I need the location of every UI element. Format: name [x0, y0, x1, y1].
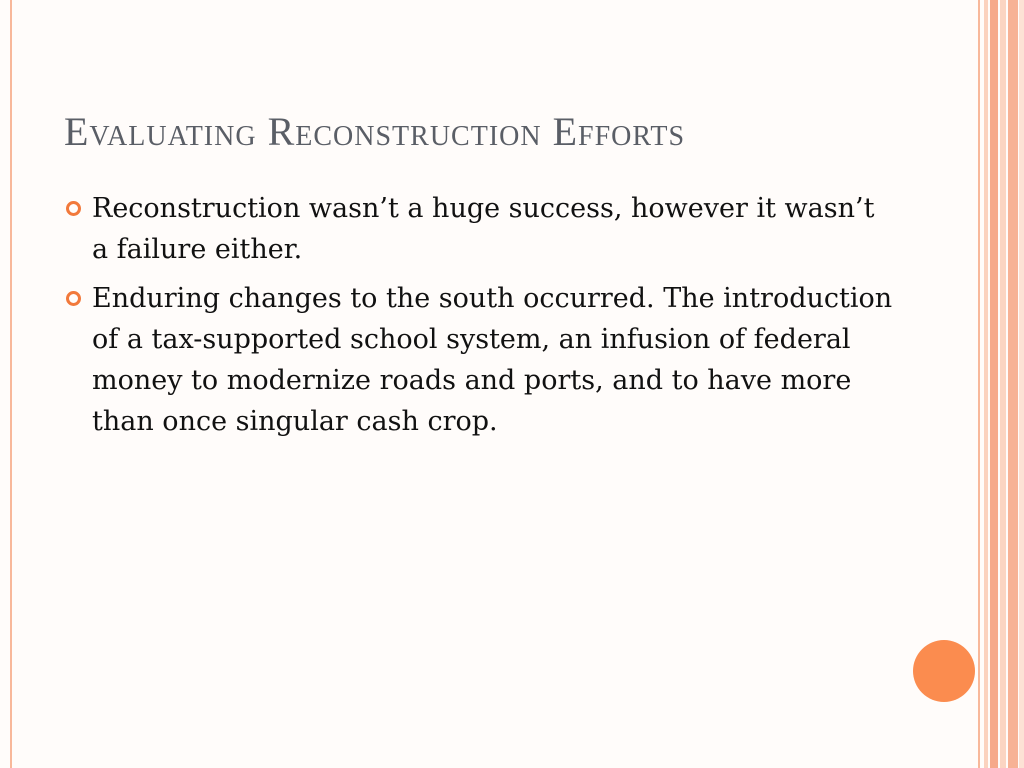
right-decorative-stripe: [990, 0, 998, 768]
slide-title: Evaluating Reconstruction Efforts: [64, 109, 686, 154]
left-decorative-stripe: [10, 0, 12, 768]
bullet-list: [66, 188, 896, 450]
bullet-text: Enduring changes to the south occurred. The introduction of a tax-supported school system, an infusion of federal money to modernize roads and ports, and to have more than once singular cash crop.: [92, 283, 893, 437]
ring-bullet-icon: [66, 291, 81, 306]
orange-circle-icon: [913, 640, 975, 702]
bullet-item: [66, 188, 896, 270]
right-decorative-stripe: [1000, 0, 1006, 768]
right-decorative-stripe: [984, 0, 988, 768]
right-decorative-stripe: [1008, 0, 1018, 768]
right-decorative-stripe: [978, 0, 980, 768]
bullet-item: [66, 278, 896, 442]
right-decorative-stripe: [1019, 0, 1024, 768]
ring-bullet-icon: [66, 201, 81, 216]
bullet-text: Reconstruction wasn’t a huge success, however it wasn’t a failure either.: [92, 193, 875, 265]
